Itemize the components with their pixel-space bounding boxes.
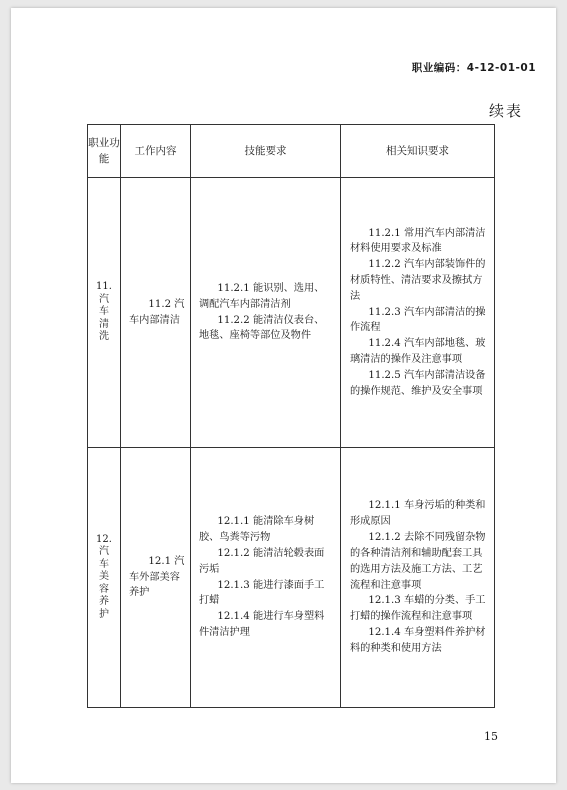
header-skills: 技能要求 — [191, 125, 341, 178]
knowledge-item: 11.2.4 汽车内部地毯、玻璃清洁的操作及注意事项 — [350, 338, 486, 366]
content-cell: 12.1 汽车外部美容养护 — [121, 448, 191, 708]
knowledge-item: 12.1.2 去除不同残留杂物的各种清洁剂和辅助配套工具的选用方法及施工方法、工艺流程和注意事项 — [350, 532, 486, 591]
function-number: 12. — [96, 533, 112, 545]
skill-item: 11.2.1 能识别、选用、调配汽车内部清洁剂 — [199, 282, 325, 310]
knowledge-item: 11.2.5 汽车内部清洁设备的操作规范、维护及安全事项 — [350, 369, 486, 397]
knowledge-item: 11.2.3 汽车内部清洁的操作流程 — [350, 306, 486, 334]
skill-item: 12.1.1 能清除车身树胶、鸟粪等污物 — [199, 516, 315, 544]
skills-cell — [191, 178, 341, 448]
header-knowledge: 相关知识要求 — [341, 125, 495, 178]
skill-item: 12.1.2 能清洁轮毂表面污垢 — [199, 547, 325, 575]
table-row — [88, 178, 495, 448]
knowledge-cell — [341, 448, 495, 708]
function-cell — [88, 448, 121, 708]
occupation-code: 职业编码：4-12-01-01 — [411, 62, 536, 74]
function-number: 11. — [96, 281, 112, 293]
knowledge-item: 12.1.1 车身污垢的种类和形成原因 — [350, 500, 486, 528]
function-name: 汽车美容养护 — [99, 546, 109, 620]
header-function: 职业功能 — [88, 125, 121, 178]
header-content: 工作内容 — [121, 125, 191, 178]
skills-cell — [191, 448, 341, 708]
content-cell: 11.2 汽车内部清洁 — [121, 178, 191, 448]
knowledge-cell — [341, 178, 495, 448]
skill-item: 12.1.3 能进行漆面手工打蜡 — [199, 579, 325, 607]
table-row — [88, 448, 495, 708]
knowledge-item: 11.2.2 汽车内部装饰件的材质特性、清洁要求及擦拭方法 — [350, 259, 486, 302]
document-page — [11, 8, 556, 783]
page-number: 15 — [484, 730, 498, 743]
skill-item: 12.1.4 能进行车身塑料件清洁护理 — [199, 611, 325, 638]
skill-item: 11.2.2 能清洁仪表台、地毯、座椅等部位及物件 — [199, 314, 325, 342]
function-name: 汽车清洗 — [99, 293, 109, 343]
skills-table — [87, 124, 495, 708]
knowledge-item: 12.1.4 车身塑料件养护材料的种类和使用方法 — [350, 626, 486, 654]
knowledge-item: 12.1.3 车蜡的分类、手工打蜡的操作流程和注意事项 — [350, 595, 486, 623]
table-header-row — [88, 125, 495, 178]
knowledge-item: 11.2.1 常用汽车内部清洁材料使用要求及标准 — [350, 227, 486, 255]
function-cell — [88, 178, 121, 448]
continued-label: 续表 — [488, 102, 523, 120]
